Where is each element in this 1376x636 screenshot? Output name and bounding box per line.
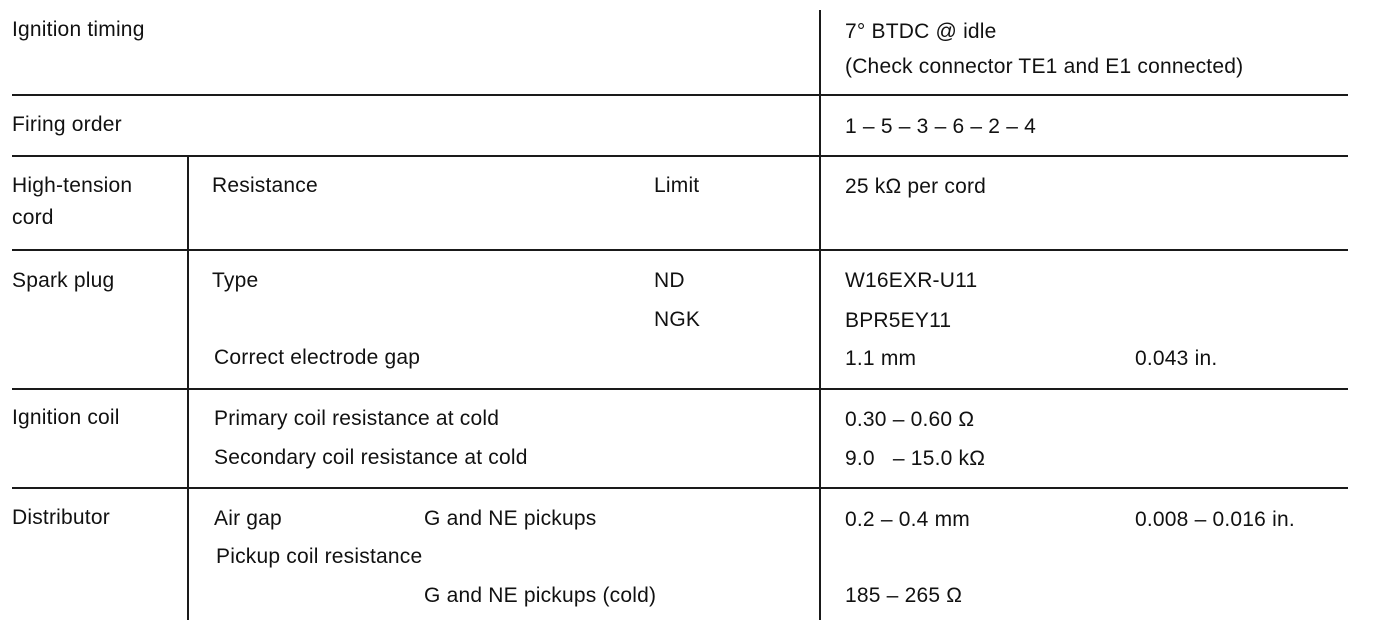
high-tension-cord-value: 25 kΩ per cord — [845, 175, 987, 198]
row-divider-4 — [12, 388, 1348, 390]
ignition-timing-label: Ignition timing — [12, 18, 145, 41]
row-divider-1 — [12, 94, 1348, 96]
secondary-coil-value: 9.0 – 15.0 kΩ — [845, 447, 986, 470]
high-tension-cord-qualifier: Limit — [654, 174, 700, 197]
primary-coil-value: 0.30 – 0.60 Ω — [845, 408, 975, 431]
pickup-coil-item: Pickup coil resistance — [216, 545, 423, 568]
spark-plug-label: Spark plug — [12, 269, 115, 292]
ignition-coil-label: Ignition coil — [12, 406, 120, 429]
pickup-coil-qualifier: G and NE pickups (cold) — [424, 584, 657, 607]
row-divider-2 — [12, 155, 1348, 157]
ignition-timing-note: (Check connector TE1 and E1 connected) — [845, 55, 1244, 78]
distributor-label: Distributor — [12, 506, 110, 529]
spark-plug-gap-item: Correct electrode gap — [214, 346, 421, 369]
spark-plug-gap-imperial: 0.043 in. — [1135, 347, 1218, 370]
firing-order-value: 1 – 5 – 3 – 6 – 2 – 4 — [845, 115, 1037, 138]
primary-coil-item: Primary coil resistance at cold — [214, 407, 500, 430]
spark-plug-value-ngk: BPR5EY11 — [845, 309, 952, 332]
high-tension-cord-label-line2: cord — [12, 206, 54, 229]
secondary-coil-item: Secondary coil resistance at cold — [214, 446, 528, 469]
air-gap-qualifier: G and NE pickups — [424, 507, 597, 530]
air-gap-imperial: 0.008 – 0.016 in. — [1135, 508, 1295, 531]
ignition-timing-value: 7° BTDC @ idle — [845, 20, 997, 43]
value-column-divider — [819, 10, 821, 620]
air-gap-metric: 0.2 – 0.4 mm — [845, 508, 970, 531]
high-tension-cord-label-line1: High-tension — [12, 174, 133, 197]
pickup-coil-value: 185 – 265 Ω — [845, 584, 963, 607]
spark-plug-value-nd: W16EXR-U11 — [845, 269, 978, 292]
spark-plug-gap-metric: 1.1 mm — [845, 347, 917, 370]
air-gap-item: Air gap — [214, 507, 282, 530]
spark-plug-brand-nd: ND — [654, 269, 685, 292]
spark-plug-brand-ngk: NGK — [654, 308, 701, 331]
high-tension-cord-item: Resistance — [212, 174, 318, 197]
row-divider-5 — [12, 487, 1348, 489]
spark-plug-type-item: Type — [212, 269, 259, 292]
row-divider-3 — [12, 249, 1348, 251]
firing-order-label: Firing order — [12, 113, 122, 136]
